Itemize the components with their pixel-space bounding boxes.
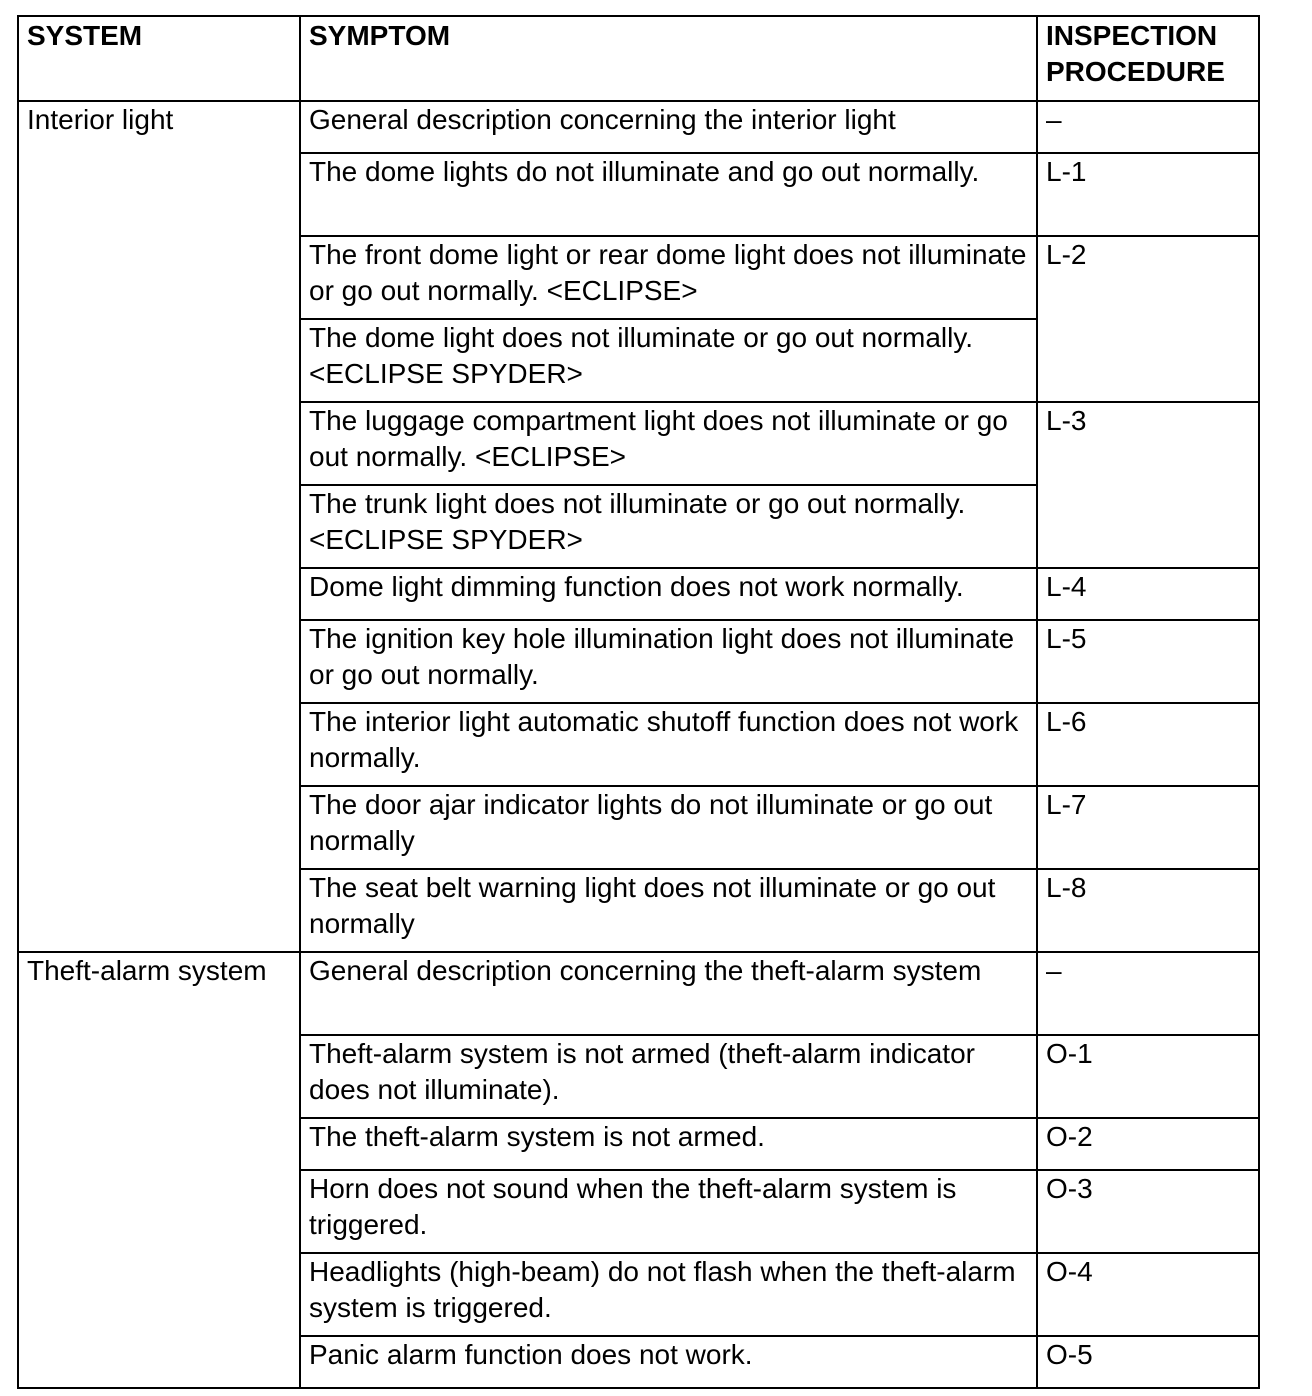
table-row (18, 101, 1259, 153)
header-row (18, 16, 1259, 101)
procedure-cell: – (1037, 952, 1259, 1035)
procedure-cell: O-4 (1037, 1253, 1259, 1336)
symptom-table (17, 15, 1260, 1389)
procedure-cell: – (1037, 101, 1259, 153)
symptom-cell: The interior light automatic shutoff function does not work normally. (300, 703, 1037, 786)
symptom-cell: The front dome light or rear dome light does not illuminate or go out normally. <ECLIPSE> (300, 236, 1037, 319)
header-system: SYSTEM (18, 16, 300, 101)
symptom-cell: The door ajar indicator lights do not illuminate or go out normally (300, 786, 1037, 869)
symptom-cell: General description concerning the theft-alarm system (300, 952, 1037, 1035)
procedure-cell: O-5 (1037, 1336, 1259, 1388)
symptom-cell: The luggage compartment light does not illuminate or go out normally. <ECLIPSE> (300, 402, 1037, 485)
procedure-cell: L-3 (1037, 402, 1259, 568)
procedure-cell: L-4 (1037, 568, 1259, 620)
symptom-cell: Dome light dimming function does not work normally. (300, 568, 1037, 620)
system-interior-light: Interior light (18, 101, 300, 952)
procedure-cell: L-2 (1037, 236, 1259, 402)
symptom-cell: The dome lights do not illuminate and go out normally. (300, 153, 1037, 236)
symptom-cell: Theft-alarm system is not armed (theft-alarm indicator does not illuminate). (300, 1035, 1037, 1118)
symptom-cell: The dome light does not illuminate or go out normally. <ECLIPSE SPYDER> (300, 319, 1037, 402)
procedure-cell: O-3 (1037, 1170, 1259, 1253)
symptom-cell: The theft-alarm system is not armed. (300, 1118, 1037, 1170)
symptom-cell: Headlights (high-beam) do not flash when the theft-alarm system is triggered. (300, 1253, 1037, 1336)
symptom-cell: Panic alarm function does not work. (300, 1336, 1037, 1388)
procedure-cell: L-5 (1037, 620, 1259, 703)
symptom-cell: The seat belt warning light does not illuminate or go out normally (300, 869, 1037, 952)
procedure-cell: L-7 (1037, 786, 1259, 869)
procedure-cell: L-8 (1037, 869, 1259, 952)
table-row (18, 952, 1259, 1035)
procedure-cell: L-1 (1037, 153, 1259, 236)
procedure-cell: O-2 (1037, 1118, 1259, 1170)
system-theft-alarm: Theft-alarm system (18, 952, 300, 1388)
header-symptom: SYMPTOM (300, 16, 1037, 101)
symptom-cell: Horn does not sound when the theft-alarm system is triggered. (300, 1170, 1037, 1253)
procedure-cell: O-1 (1037, 1035, 1259, 1118)
procedure-cell: L-6 (1037, 703, 1259, 786)
symptom-cell: The ignition key hole illumination light does not illuminate or go out normally. (300, 620, 1037, 703)
symptom-cell: The trunk light does not illuminate or go out normally. <ECLIPSE SPYDER> (300, 485, 1037, 568)
header-inspection-procedure: INSPECTION PROCEDURE (1037, 16, 1259, 101)
symptom-cell: General description concerning the interior light (300, 101, 1037, 153)
